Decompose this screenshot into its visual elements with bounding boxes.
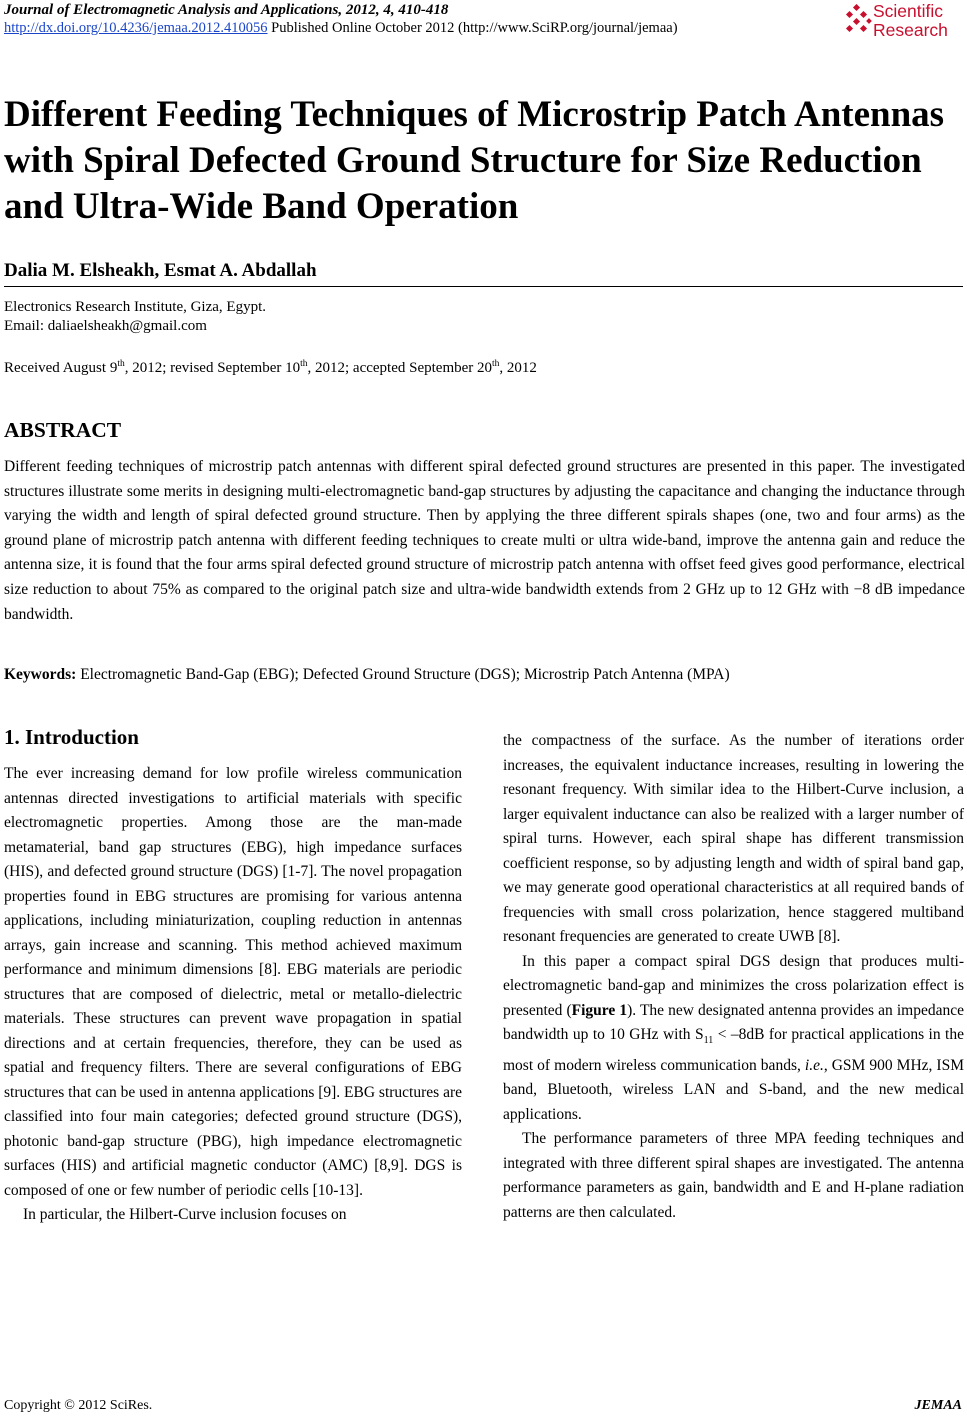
copyright: Copyright © 2012 SciRes. bbox=[4, 1398, 153, 1413]
year-text: , 2012 bbox=[499, 360, 537, 376]
doi-link[interactable]: http://dx.doi.org/10.4236/jemaa.2012.410056 bbox=[4, 20, 268, 36]
left-column bbox=[4, 762, 462, 1228]
intro-paragraph-3 bbox=[503, 950, 964, 1128]
section-heading-introduction: 1. Introduction bbox=[4, 725, 139, 749]
paragraph-text: In this paper a compact spiral DGS design that produces multi-electromagnetic band-gap and minimizes the cross polarization effect is presented ( bbox=[503, 952, 964, 1019]
doi-line bbox=[4, 20, 678, 37]
logo-line-1: Scientific bbox=[873, 1, 944, 21]
journal-abbrev: JEMAA bbox=[914, 1398, 962, 1413]
paragraph-text: ). The new designated antenna provides an impedance bandwidth up to 10 GHz with S bbox=[503, 1001, 964, 1043]
ordinal-suffix: th bbox=[492, 359, 500, 369]
authors: Dalia M. Elsheakh, Esmat A. Abdallah bbox=[4, 260, 317, 281]
logo-line-2: Research bbox=[873, 20, 948, 40]
ie-text: i.e. bbox=[804, 1056, 824, 1074]
scirp-logo-icon bbox=[843, 4, 873, 38]
logo-wordmark bbox=[873, 2, 948, 40]
scirp-logo bbox=[843, 2, 961, 42]
ordinal-suffix: th bbox=[117, 359, 125, 369]
right-column bbox=[503, 729, 964, 1225]
figure-1-ref[interactable]: Figure 1 bbox=[571, 1001, 628, 1019]
abstract-body: Different feeding techniques of microstrip patch antennas with different spiral defected ground structures are presented in this paper. The investigated structures illustrate some merits in designing multi-electromagnetic band-gap structures by adjusting the capacitance and changing the inductance through varying the width and length of spiral defected ground structure. Then by applying the three different spirals shapes (one, two and four arms) as the ground plane of microstrip patch antenna with different feeding techniques to create multi or ultra wide-band, improve the antenna gain and reduce the antenna size, it is found that the four arms spiral defected ground structure of microstrip patch antenna with offset feed gives good performance, electrical size reduction to about 75% as compared to the original patch size and ultra-wide bandwidth extends from 2 GHz up to 12 GHz with −8 dB impedance bandwidth. bbox=[4, 458, 965, 623]
journal-citation bbox=[4, 2, 448, 19]
paper-title: Different Feeding Techniques of Microstrip Patch Antennas with Spiral Defected Ground Structure for Size Reduction and Ultra-Wide Band Operation bbox=[4, 94, 945, 227]
keywords-list: Electromagnetic Band-Gap (EBG); Defected Ground Structure (DGS); Microstrip Patch Antenna (MPA) bbox=[76, 666, 730, 683]
keywords bbox=[4, 666, 730, 684]
affiliation: Electronics Research Institute, Giza, Egypt. bbox=[4, 299, 266, 315]
revised-text: , 2012; revised September 10 bbox=[124, 360, 301, 376]
intro-paragraph-1: The ever increasing demand for low profile wireless communication antennas directed investigations to artificial materials with specific electromagnetic properties. Among those are the man-made metamaterial, band gap structures (EBG), high impedance surfaces (HIS), and defected ground structure (DGS) [1-7]. The novel propagation properties found in EBG structures are promising for various antenna applications, including miniaturization, coupling reduction in antennas arrays, gain increase and scanning. This method achieved maximum performance and minimum dimensions [8]. EBG materials are periodic structures that are composed of dielectric, metal or metallo-dielectric materials. These structures can prevent wave propagation in spatial directions and at certain frequencies, therefore, they can be used as spatial and frequency filters. There are several configurations of EBG structures that can be used in antenna applications [9]. EBG structures are classified into four main categories; defected ground structure (DGS), photonic band-gap structure (PBG), high impedance electromagnetic surfaces (HIS) and artificial magnetic conductor (AMC) [8,9]. DGS is composed of one or few number of periodic cells [10-13]. bbox=[4, 765, 462, 1199]
s11-subscript: 11 bbox=[703, 1035, 714, 1047]
title-divider bbox=[4, 286, 963, 287]
paragraph-text: < –8dB for practical applications in the most of modern wireless communication bands, bbox=[503, 1026, 964, 1074]
received-text: Received August 9 bbox=[4, 360, 118, 376]
journal-volume-pages: , 2012, 4, 410-418 bbox=[338, 2, 449, 18]
accepted-text: , 2012; accepted September 20 bbox=[307, 360, 493, 376]
received-dates bbox=[4, 359, 537, 377]
intro-paragraph-2: In particular, the Hilbert-Curve inclusion focuses on bbox=[23, 1206, 347, 1223]
published-online: Published Online October 2012 (http://www.SciRP.org/journal/jemaa) bbox=[267, 20, 678, 36]
paragraph-text: , GSM 900 MHz, ISM band, Bluetooth, wireless LAN and S-band, and the new medical applications. bbox=[503, 1056, 964, 1123]
keywords-label: Keywords: bbox=[4, 666, 77, 683]
intro-paragraph-4: The performance parameters of three MPA feeding techniques and integrated with three different spiral shapes are investigated. The antenna performance parameters as gain, bandwidth and E and H-plane radiation patterns are then calculated. bbox=[503, 1130, 964, 1221]
email: Email: daliaelsheakh@gmail.com bbox=[4, 318, 207, 334]
affiliation-block bbox=[4, 298, 266, 336]
ordinal-suffix: th bbox=[300, 359, 308, 369]
abstract-heading: ABSTRACT bbox=[4, 418, 122, 442]
intro-paragraph-2-cont: the compactness of the surface. As the number of iterations order increases, the equivalent inductance increases, resulting in lowering the resonant frequency. With similar idea to the Hilbert-Curve inclusion, a larger equivalent inductance can also be realized with a larger number of spiral turns. However, each spiral shape has different transmission coefficient response, so by adjusting length and width of spiral band gap, we may generate good operational characteristics at all required bands of frequencies with small cross polarization, hence staggered multiband resonant frequencies are generated to create UWB [8]. bbox=[503, 732, 964, 945]
journal-name: Journal of Electromagnetic Analysis and Applications bbox=[4, 2, 339, 18]
